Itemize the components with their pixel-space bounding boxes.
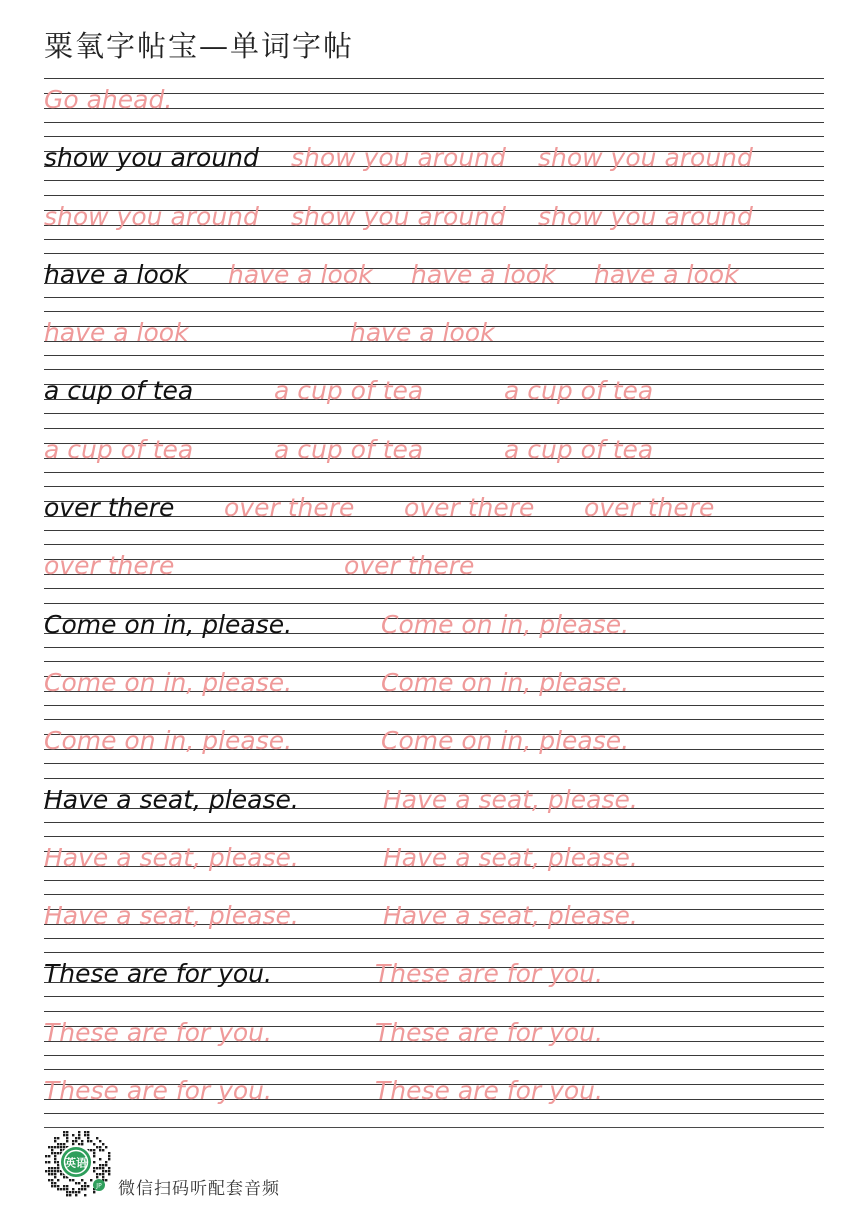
writing-band: [44, 1069, 824, 1127]
writing-band: [44, 369, 824, 427]
guide-rule: [44, 603, 824, 604]
trace-phrase: show you around: [538, 143, 753, 173]
writing-band: [44, 428, 824, 486]
guide-rule: [44, 180, 824, 181]
writing-band: [44, 952, 824, 1010]
trace-phrase: Have a seat, please.: [44, 901, 299, 931]
page-title: 粟氧字帖宝—单词字帖: [44, 29, 355, 63]
trace-phrase: over there: [44, 551, 175, 581]
writing-band: [44, 544, 824, 602]
guide-rule: [44, 894, 824, 895]
trace-phrase: Come on in, please.: [381, 609, 630, 639]
guide-rule: [44, 647, 824, 648]
trace-phrase: Have a seat, please.: [383, 842, 638, 872]
trace-phrase: a cup of tea: [504, 376, 654, 406]
trace-phrase: These are for you.: [375, 959, 603, 989]
handwriting-sheet: [44, 78, 824, 1127]
writing-band: [44, 136, 824, 194]
writing-band: [44, 603, 824, 661]
guide-rule: [44, 1011, 824, 1012]
guide-rule: [44, 311, 824, 312]
model-phrase: a cup of tea: [44, 376, 194, 406]
guide-rule: [44, 413, 824, 414]
qr-badge-label: 英语: [65, 1156, 87, 1170]
writing-band: [44, 778, 824, 836]
model-phrase: show you around: [44, 143, 259, 173]
guide-rule: [44, 588, 824, 589]
guide-rule: [44, 778, 824, 779]
guide-rule: [44, 530, 824, 531]
writing-band: [44, 78, 824, 136]
trace-phrase: show you around: [291, 143, 506, 173]
model-phrase: Have a seat, please.: [44, 784, 299, 814]
trace-phrase: show you around: [44, 201, 259, 231]
guide-rule: [44, 355, 824, 356]
model-phrase: Come on in, please.: [44, 609, 293, 639]
trace-phrase: a cup of tea: [274, 376, 424, 406]
writing-band: [44, 311, 824, 369]
guide-rule: [44, 661, 824, 662]
trace-phrase: have a look: [44, 318, 189, 348]
guide-rule: [44, 369, 824, 370]
guide-rule: [44, 880, 824, 881]
trace-phrase: Have a seat, please.: [44, 842, 299, 872]
trace-phrase: show you around: [291, 201, 506, 231]
trace-phrase: These are for you.: [375, 1076, 603, 1106]
guide-rule: [44, 239, 824, 240]
trace-phrase: Come on in, please.: [381, 667, 630, 697]
trace-phrase: have a look: [594, 259, 739, 289]
guide-rule: [44, 822, 824, 823]
trace-phrase: Come on in, please.: [44, 726, 293, 756]
model-phrase: These are for you.: [44, 959, 272, 989]
guide-rule: [44, 1069, 824, 1070]
guide-rule: [44, 122, 824, 123]
trace-phrase: These are for you.: [44, 1017, 272, 1047]
writing-band: [44, 486, 824, 544]
scan-instruction: 微信扫码听配套音频: [118, 1179, 280, 1199]
guide-rule: [44, 938, 824, 939]
writing-band: [44, 836, 824, 894]
writing-band: [44, 894, 824, 952]
trace-phrase: Come on in, please.: [381, 726, 630, 756]
trace-phrase: have a look: [411, 259, 556, 289]
guide-rule: [44, 195, 824, 196]
guide-rule: [44, 544, 824, 545]
trace-phrase: over there: [584, 493, 715, 523]
qr-code-icon[interactable]: [40, 1126, 112, 1198]
guide-rule: [44, 486, 824, 487]
guide-rule: [44, 297, 824, 298]
guide-rule: [44, 1113, 824, 1114]
trace-phrase: show you around: [538, 201, 753, 231]
writing-band: [44, 253, 824, 311]
trace-phrase: have a look: [350, 318, 495, 348]
writing-band: [44, 195, 824, 253]
trace-phrase: a cup of tea: [44, 434, 194, 464]
trace-phrase: over there: [224, 493, 355, 523]
footer: [40, 1126, 340, 1198]
guide-rule: [44, 253, 824, 254]
guide-rule: [44, 136, 824, 137]
trace-phrase: Have a seat, please.: [383, 901, 638, 931]
trace-phrase: a cup of tea: [274, 434, 424, 464]
writing-band: [44, 661, 824, 719]
trace-phrase: These are for you.: [375, 1017, 603, 1047]
trace-phrase: Go ahead.: [44, 85, 173, 114]
guide-rule: [44, 428, 824, 429]
guide-rule: [44, 996, 824, 997]
trace-phrase: over there: [404, 493, 535, 523]
guide-rule: [44, 763, 824, 764]
trace-phrase: have a look: [228, 259, 373, 289]
guide-rule: [44, 472, 824, 473]
writing-band: [44, 719, 824, 777]
model-phrase: have a look: [44, 259, 189, 289]
guide-rule: [44, 78, 824, 79]
trace-phrase: over there: [344, 551, 475, 581]
trace-phrase: Come on in, please.: [44, 667, 293, 697]
guide-rule: [44, 705, 824, 706]
trace-phrase: a cup of tea: [504, 434, 654, 464]
guide-rule: [44, 952, 824, 953]
trace-phrase: Have a seat, please.: [383, 784, 638, 814]
guide-rule: [44, 719, 824, 720]
model-phrase: over there: [44, 493, 175, 523]
writing-band: [44, 1011, 824, 1069]
guide-rule: [44, 1055, 824, 1056]
qr-corner-label: JP: [96, 1182, 102, 1190]
trace-phrase: These are for you.: [44, 1076, 272, 1106]
guide-rule: [44, 836, 824, 837]
